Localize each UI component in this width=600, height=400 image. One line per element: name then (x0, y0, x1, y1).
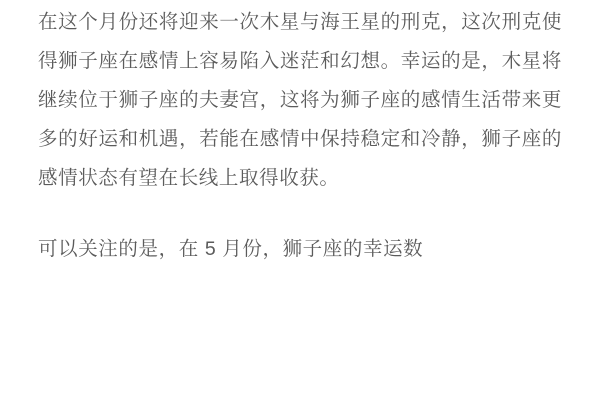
paragraph-2: 可以关注的是，在 5 月份，狮子座的幸运数 (38, 238, 424, 260)
paragraph-1: 在这个月份还将迎来一次木星与海王星的刑克，这次刑克使得狮子座在感情上容易陷入迷茫和幻想。幸运的是，木星将继续位于狮子座的夫妻宫，这将为狮子座的感情生活带来更多的好运和机遇，若能在感情中保持稳定和冷静，狮子座的感情状态有望在长线上取得收获。 (38, 11, 562, 189)
paragraph-spacer (38, 198, 562, 230)
